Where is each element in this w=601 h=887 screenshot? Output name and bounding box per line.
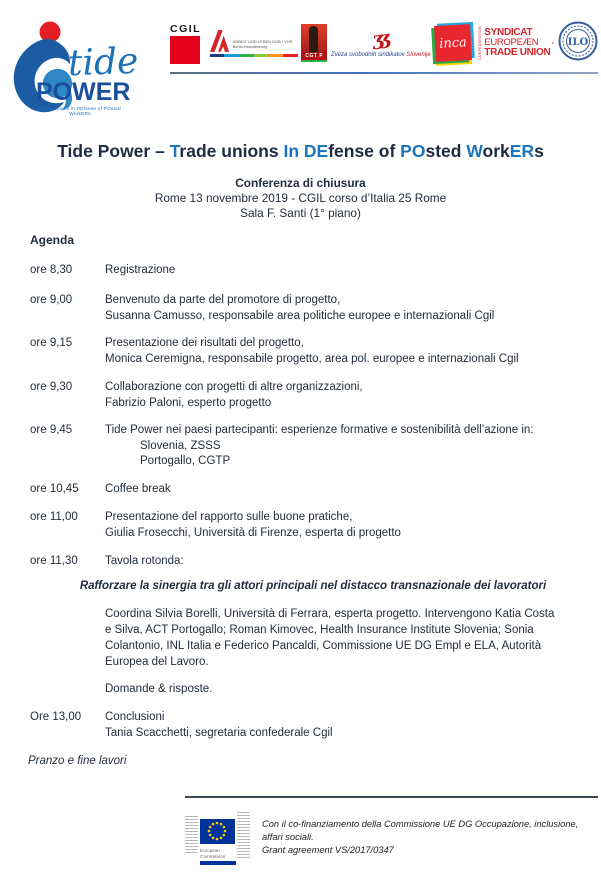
agenda-time: ore 9,45 xyxy=(30,424,73,436)
agenda-line: Coffee break xyxy=(105,483,171,495)
agenda-line: Tavola rotonda: xyxy=(105,555,184,567)
event-room: Sala F. Santi (1° piano) xyxy=(240,206,361,220)
tide-logo-tagline: Trade unions in DEfense of POsted WorkERs xyxy=(39,107,121,117)
etu-vertical-text: CONFEDERATION xyxy=(478,26,483,60)
agenda-item xyxy=(30,554,595,570)
eu-logo-bar xyxy=(200,861,236,865)
arbeit-und-leben-a-icon xyxy=(210,30,230,52)
agenda-item xyxy=(30,380,595,411)
footer-divider xyxy=(185,796,598,798)
inca-logo xyxy=(431,25,475,61)
zsss-logo xyxy=(330,26,431,58)
agenda-item xyxy=(30,510,595,541)
european-trade-union-logo xyxy=(478,26,554,60)
etu-swoosh-icon xyxy=(552,29,554,57)
cgil-logo xyxy=(170,23,206,64)
agenda-item xyxy=(30,482,595,498)
agenda-line: Tania Scacchetti, segretaria confederale Cgil xyxy=(105,726,333,739)
agenda-line: Collaborazione con progetti di altre organizzazioni, xyxy=(105,381,363,393)
agenda-line: Registrazione xyxy=(105,264,176,276)
event-subtitle xyxy=(0,176,601,221)
arbeit-und-leben-logo xyxy=(210,30,298,57)
arbeit-und-leben-color-stripe xyxy=(210,54,298,57)
agenda-time: ore 9,00 xyxy=(30,294,73,306)
agenda-time: ore 8,30 xyxy=(30,264,73,276)
agenda-item xyxy=(30,336,595,367)
eu-flag-icon xyxy=(200,819,235,844)
roundtable-details: Coordina Silvia Borelli, Università di Ferrara, esperta progetto. Intervengono Katia Costa e Silva, ACT Portogallo; Roman Kimovec, Health Insurance Institute Slovenia; Sonia Colantonio, INL Italia e Federico Pancaldi, Commissione UE DG Empl e ELA, Autorità Europea del Lavoro. xyxy=(105,608,555,668)
event-date-location: Rome 13 novembre 2019 - CGIL corso d’Italia 25 Rome xyxy=(154,191,447,205)
event-name: Conferenza di chiusura xyxy=(235,176,366,190)
cgtp-logo xyxy=(301,24,327,62)
agenda-subline: Portogallo, CGTP xyxy=(140,455,231,467)
inca-wordmark: inca xyxy=(438,34,467,52)
etu-wordmark: SYNDICAT EUROPEÆN TRADE UNION xyxy=(484,26,551,58)
page-title: Tide Power – Trade unions In DEfense of POsted WorkERs xyxy=(57,141,544,161)
agenda-line: Presentazione dei risultati del progetto, xyxy=(105,337,304,349)
agenda-line: Conclusioni xyxy=(105,711,165,723)
inca-red-square xyxy=(434,24,472,62)
funding-line: Con il co-finanziamento della Commissione UE DG Occupazione, inclusione, affari sociali. xyxy=(262,819,579,842)
agenda-line: Tide Power nei paesi partecipanti: esperienze formative e sostenibilità dell’azione in: xyxy=(105,424,534,436)
eu-logo-stripes xyxy=(185,816,198,854)
agenda-line: Benvenuto da parte del promotore di progetto, xyxy=(105,294,341,306)
roundtable-topic: Rafforzare la sinergia tra gli attori principali nel distacco transnazionale dei lavoratori xyxy=(79,580,547,592)
header-divider xyxy=(170,72,598,74)
agenda-time: ore 9,15 xyxy=(30,337,73,349)
cgtp-wordmark: CGT P xyxy=(301,52,327,60)
power-wordmark: POWER xyxy=(36,78,131,106)
lunch-note: Pranzo e fine lavori xyxy=(28,755,127,767)
funding-statement xyxy=(262,818,598,857)
cgil-wordmark: CGIL xyxy=(170,22,202,35)
eu-logo-caption: European Commission xyxy=(200,848,226,859)
partner-logos-strip xyxy=(170,16,598,70)
tide-power-logo xyxy=(8,14,148,122)
arbeit-und-leben-text: ARBEIT UND LEBEN DGB / VHS Berlin-Brandenburg xyxy=(232,38,293,49)
ilo-emblem-icon xyxy=(558,21,598,61)
ilo-wordmark: ILO xyxy=(567,36,589,48)
agenda-line: Monica Ceremigna, responsabile progetto, area pol. europee e internazionali Cgil xyxy=(105,352,519,365)
agenda-item xyxy=(30,423,595,470)
agenda-time: ore 11,00 xyxy=(30,511,78,523)
agenda-line: Giulia Frosecchi, Università di Firenze, esperta di progetto xyxy=(105,526,401,539)
zsss-wordmark: Zveza svobodnih sindikatov Slovenije xyxy=(330,51,431,58)
agenda-line: Presentazione del rapporto sulle buone pratiche, xyxy=(105,511,353,523)
agenda-time: Ore 13,00 xyxy=(30,711,82,723)
grant-agreement: Grant agreement VS/2017/0347 xyxy=(262,845,394,855)
agenda-time: ore 10,45 xyxy=(30,483,79,495)
agenda-item xyxy=(30,263,595,279)
questions-answers: Domande & risposte. xyxy=(105,683,213,695)
ilo-logo xyxy=(558,21,598,66)
agenda-item xyxy=(30,293,595,324)
agenda-line: Susanna Camusso, responsabile area politiche europee e internazionali Cgil xyxy=(105,309,495,322)
cgtp-figure-icon xyxy=(301,24,327,52)
agenda-line: Fabrizio Paloni, esperto progetto xyxy=(105,396,272,409)
zsss-mark-icon: ʒʒ xyxy=(370,26,388,51)
cgil-red-square xyxy=(170,36,200,64)
agenda-item xyxy=(30,710,595,741)
eu-logo-stripes xyxy=(237,812,250,858)
european-commission-logo xyxy=(185,812,253,870)
agenda-heading: Agenda xyxy=(30,233,75,247)
agenda-time: ore 11,30 xyxy=(30,555,78,567)
agenda-time: ore 9,30 xyxy=(30,381,73,393)
agenda-subline: Slovenia, ZSSS xyxy=(140,439,221,452)
tide-wordmark: tide xyxy=(67,40,140,85)
